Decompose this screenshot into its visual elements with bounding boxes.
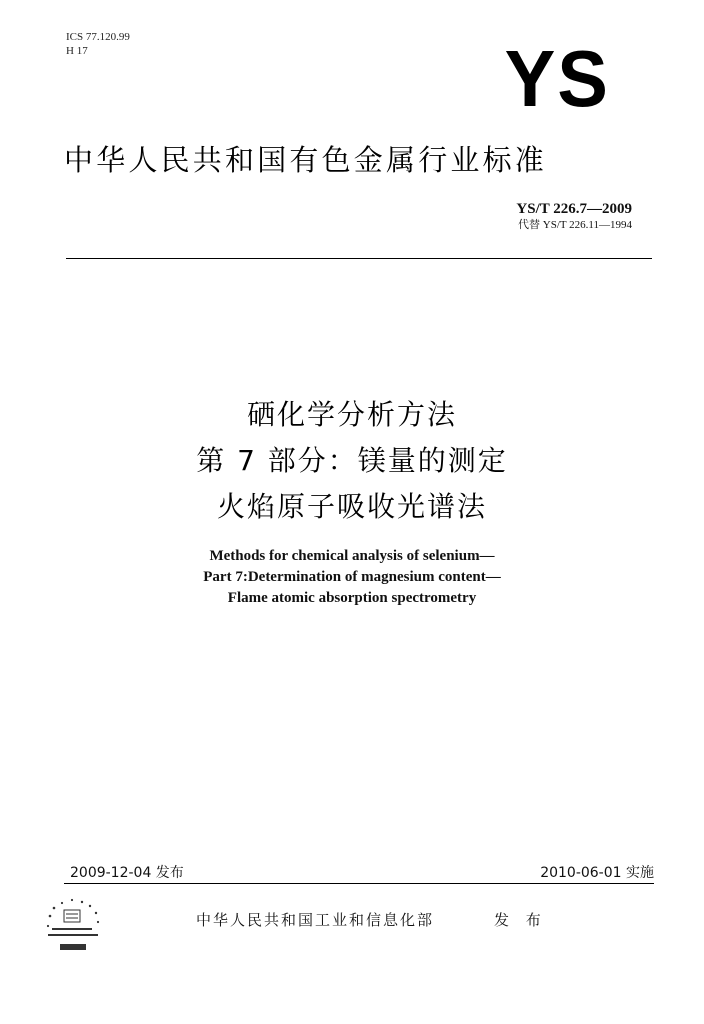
title-english xyxy=(0,546,704,609)
title-en-line3: Flame atomic absorption spectrometry xyxy=(227,590,477,606)
title-cn-line1: 硒化学分析方法 xyxy=(246,398,457,431)
title-en-line1: Methods for chemical analysis of selenium— xyxy=(209,548,495,564)
title-cn-line2: 第 7 部分：镁量的测定 xyxy=(196,444,508,477)
title-cn-line3: 火焰原子吸收光谱法 xyxy=(216,490,487,523)
publish-date: 2009-12-04 发布 xyxy=(70,865,184,881)
ics-code: ICS 77.120.99 xyxy=(66,31,130,43)
seal-stamp-icon xyxy=(36,894,114,964)
header-divider xyxy=(66,258,652,259)
category-code: H 17 xyxy=(66,45,88,57)
title-chinese xyxy=(0,392,704,530)
replaces-note: 代替 YS/T 226.11—1994 xyxy=(518,219,632,231)
standard-number: YS/T 226.7—2009 xyxy=(516,201,632,217)
ys-logo: YS xyxy=(504,34,610,124)
title-en-line2: Part 7:Determination of magnesium content— xyxy=(203,569,501,585)
organization-title: 中华人民共和国有色金属行业标准 xyxy=(64,143,548,177)
standard-code-block xyxy=(516,200,632,232)
publisher-name: 中华人民共和国工业和信息化部 xyxy=(196,911,435,929)
implement-date: 2010-06-01 实施 xyxy=(540,865,654,881)
footer-divider xyxy=(64,883,654,884)
issue-label: 发 布 xyxy=(494,911,547,929)
ics-block xyxy=(66,30,130,58)
